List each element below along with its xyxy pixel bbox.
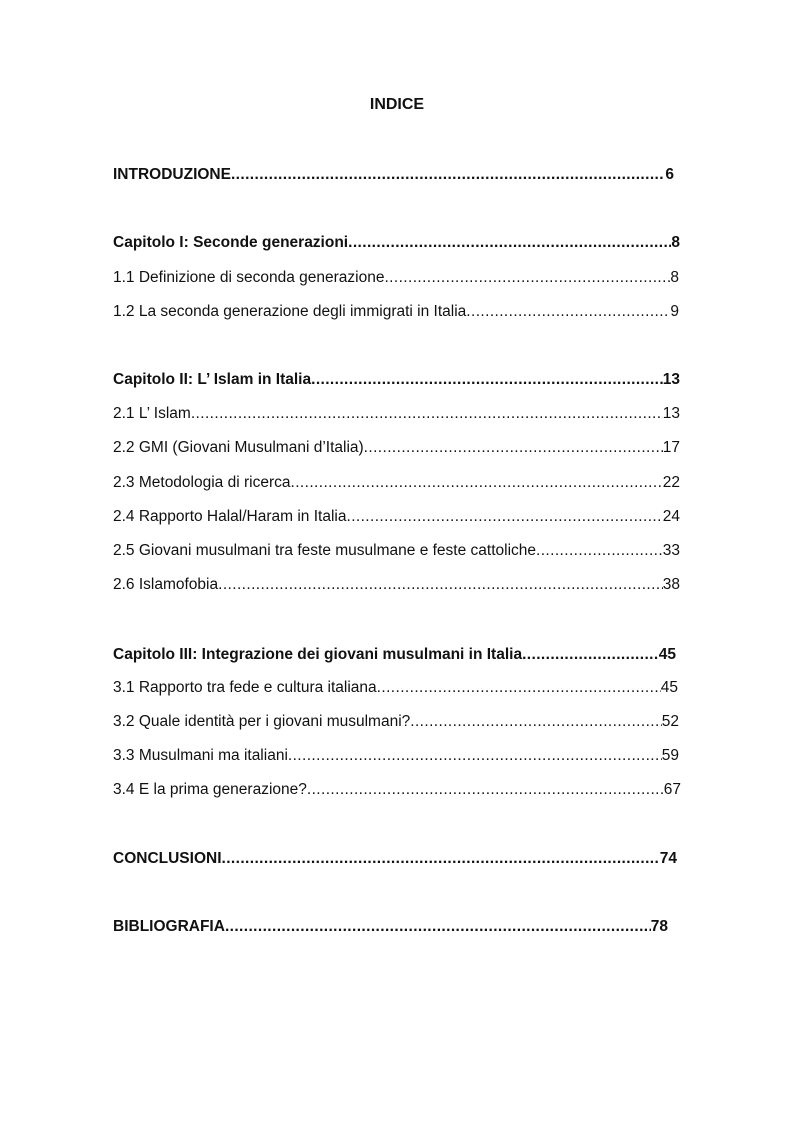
toc-entry-1-1[interactable] [113,268,679,288]
toc-entry-label: 1.1 Definizione di seconda generazione [113,269,385,286]
toc-entry-label: Capitolo I: Seconde generazioni [113,234,349,251]
toc-entry-bibliografia[interactable] [113,917,668,937]
toc-leader [348,233,671,253]
toc-entry-page: 38 [662,576,680,593]
toc-entry-page: 52 [661,713,679,730]
toc-entry-capitolo-2[interactable] [113,370,680,390]
toc-leader [522,645,659,665]
toc-entry-page: 8 [671,234,680,251]
toc-entry-label: 1.2 La seconda generazione degli immigrati in Italia [113,303,467,320]
toc-leader [311,370,663,390]
toc-leader [377,678,661,698]
toc-entry-conclusioni[interactable] [113,849,677,869]
toc-entry-page: 8 [670,269,679,286]
toc-entry-label: 3.1 Rapporto tra fede e cultura italiana [113,679,377,696]
toc-entry-label: 2.1 L’ Islam [113,405,191,422]
toc-entry-3-2[interactable] [113,712,679,732]
toc-leader [384,268,670,288]
toc-entry-page: 6 [665,166,674,183]
page-title: INDICE [369,96,425,113]
toc-leader [225,917,651,937]
toc-entry-2-6[interactable] [113,575,680,595]
toc-entry-label: 3.4 E la prima generazione? [113,781,307,798]
toc-entry-page: 13 [662,405,680,422]
toc-entry-label: Capitolo III: Integrazione dei giovani musulmani in Italia [113,646,523,663]
toc-entry-label: INTRODUZIONE [113,166,231,183]
toc-leader [410,712,661,732]
toc-entry-page: 59 [661,747,679,764]
toc-entry-label: Capitolo II: L’ Islam in Italia [113,371,312,388]
toc-entry-label: CONCLUSIONI [113,850,222,867]
toc-leader [288,746,662,766]
toc-leader [307,780,664,800]
toc-leader [364,438,663,458]
toc-entry-page: 67 [663,781,681,798]
toc-entry-introduzione[interactable] [113,165,674,185]
toc-entry-2-1[interactable] [113,404,680,424]
toc-leader [466,302,670,322]
toc-entry-label: 2.2 GMI (Giovani Musulmani d’Italia) [113,439,364,456]
toc-leader [291,473,663,493]
toc-entry-page: 22 [662,474,680,491]
toc-entry-label: BIBLIOGRAFIA [113,918,225,935]
toc-leader [536,541,663,561]
toc-entry-2-2[interactable] [113,438,680,458]
toc-leader [191,404,663,424]
toc-entry-label: 2.6 Islamofobia [113,576,219,593]
toc-entry-2-3[interactable] [113,473,680,493]
toc-entry-2-5[interactable] [113,541,680,561]
toc-entry-3-1[interactable] [113,678,678,698]
toc-leader [231,165,665,185]
toc-entry-page: 17 [662,439,680,456]
toc-entry-capitolo-1[interactable] [113,233,680,253]
toc-entry-page: 78 [650,918,668,935]
toc-entry-page: 74 [659,850,677,867]
toc-entry-label: 2.4 Rapporto Halal/Haram in Italia [113,508,347,525]
toc-entry-label: 2.3 Metodologia di ricerca [113,474,291,491]
toc-leader [218,575,663,595]
toc-entry-page: 24 [662,508,680,525]
toc-entry-label: 2.5 Giovani musulmani tra feste musulmane e feste cattoliche [113,542,537,559]
toc-leader [222,849,660,869]
toc-entry-page: 9 [670,303,679,320]
toc-entry-page: 45 [658,646,676,663]
toc-leader [346,507,662,527]
toc-entry-2-4[interactable] [113,507,680,527]
toc-entry-page: 13 [662,371,680,388]
toc-entry-3-4[interactable] [113,780,681,800]
toc-entry-page: 33 [662,542,680,559]
toc-entry-3-3[interactable] [113,746,679,766]
toc-entry-label: 3.3 Musulmani ma italiani [113,747,288,764]
toc-entry-label: 3.2 Quale identità per i giovani musulmani? [113,713,411,730]
toc-entry-page: 45 [660,679,678,696]
toc-entry-capitolo-3[interactable] [113,645,676,665]
toc-entry-1-2[interactable] [113,302,679,322]
